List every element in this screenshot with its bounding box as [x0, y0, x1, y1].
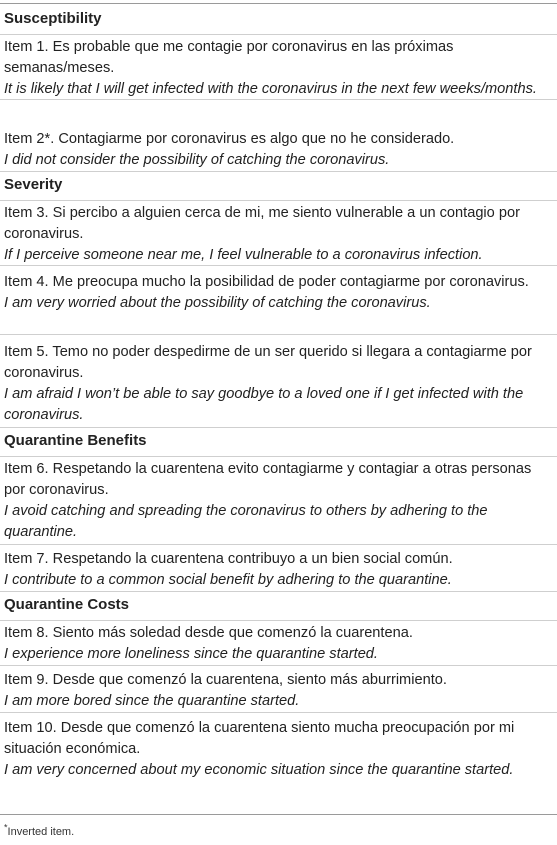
item-text-english: I did not consider the possibility of catching the coronavirus.	[4, 152, 390, 168]
item-text-spanish: Item 6. Respetando la cuarentena evito contagiarme y contagiar a otras personas por coronavirus.	[4, 461, 532, 498]
item-text-english: It is likely that I will get infected with the coronavirus in the next few weeks/months.	[4, 81, 537, 97]
item-text-english: I am afraid I won’t be able to say goodbye to a loved one if I get infected with the coronavirus.	[4, 386, 524, 423]
item-text-english: I contribute to a common social benefit by adhering to the quarantine.	[4, 572, 452, 588]
table-top-rule	[0, 3, 557, 4]
table-row	[0, 340, 557, 428]
section-heading: Quarantine Costs	[4, 596, 130, 613]
section-heading-row	[0, 594, 557, 621]
section-heading: Susceptibility	[4, 10, 102, 27]
item-text-english: I am very worried about the possibility of catching the coronavirus.	[4, 295, 431, 311]
item-text-spanish: Item 4. Me preocupa mucho la posibilidad de poder contagiarme por coronavirus.	[4, 274, 529, 290]
item-text-spanish: Item 2*. Contagiarme por coronavirus es algo que no he considerado.	[4, 131, 455, 147]
table-row	[0, 716, 557, 805]
item-text-spanish: Item 10. Desde que comenzó la cuarentena siento mucha preocupación por mi situación económica.	[4, 720, 515, 757]
item-text-english: I avoid catching and spreading the coronavirus to others by adhering to the quarantine.	[4, 503, 488, 540]
item-text-spanish: Item 5. Temo no poder despedirme de un ser querido si llegara a contagiarme por coronavirus.	[4, 344, 532, 381]
section-heading-row	[0, 430, 557, 457]
section-heading-row	[0, 8, 557, 35]
table-row	[0, 270, 557, 335]
section-heading: Quarantine Benefits	[4, 432, 147, 449]
item-text-english: I am very concerned about my economic situation since the quarantine started.	[4, 762, 514, 778]
section-heading: Severity	[4, 176, 63, 193]
section-heading-row	[0, 174, 557, 201]
item-text-spanish: Item 9. Desde que comenzó la cuarentena, siento más aburrimiento.	[4, 672, 447, 688]
table-row	[0, 457, 557, 545]
footnote-text: Inverted item.	[7, 826, 75, 838]
item-text-english: I experience more loneliness since the quarantine started.	[4, 646, 378, 662]
item-text-english: If I perceive someone near me, I feel vulnerable to a coronavirus infection.	[4, 247, 483, 263]
footnote-marker: *	[4, 822, 8, 833]
table-bottom-rule	[0, 814, 557, 815]
item-text-english: I am more bored since the quarantine started.	[4, 693, 300, 709]
item-text-spanish: Item 3. Si percibo a alguien cerca de mi, me siento vulnerable a un contagio por coronavirus.	[4, 205, 520, 242]
item-text-spanish: Item 1. Es probable que me contagie por coronavirus en las próximas semanas/meses.	[4, 39, 454, 76]
table-row	[0, 127, 557, 172]
item-text-spanish: Item 7. Respetando la cuarentena contribuyo a un bien social común.	[4, 551, 453, 567]
table-row	[0, 35, 557, 100]
table-row	[0, 547, 557, 592]
table-row	[0, 621, 557, 666]
table-row	[0, 668, 557, 713]
table-footnote	[4, 822, 75, 838]
item-text-spanish: Item 8. Siento más soledad desde que comenzó la cuarentena.	[4, 625, 413, 641]
table-row	[0, 201, 557, 266]
